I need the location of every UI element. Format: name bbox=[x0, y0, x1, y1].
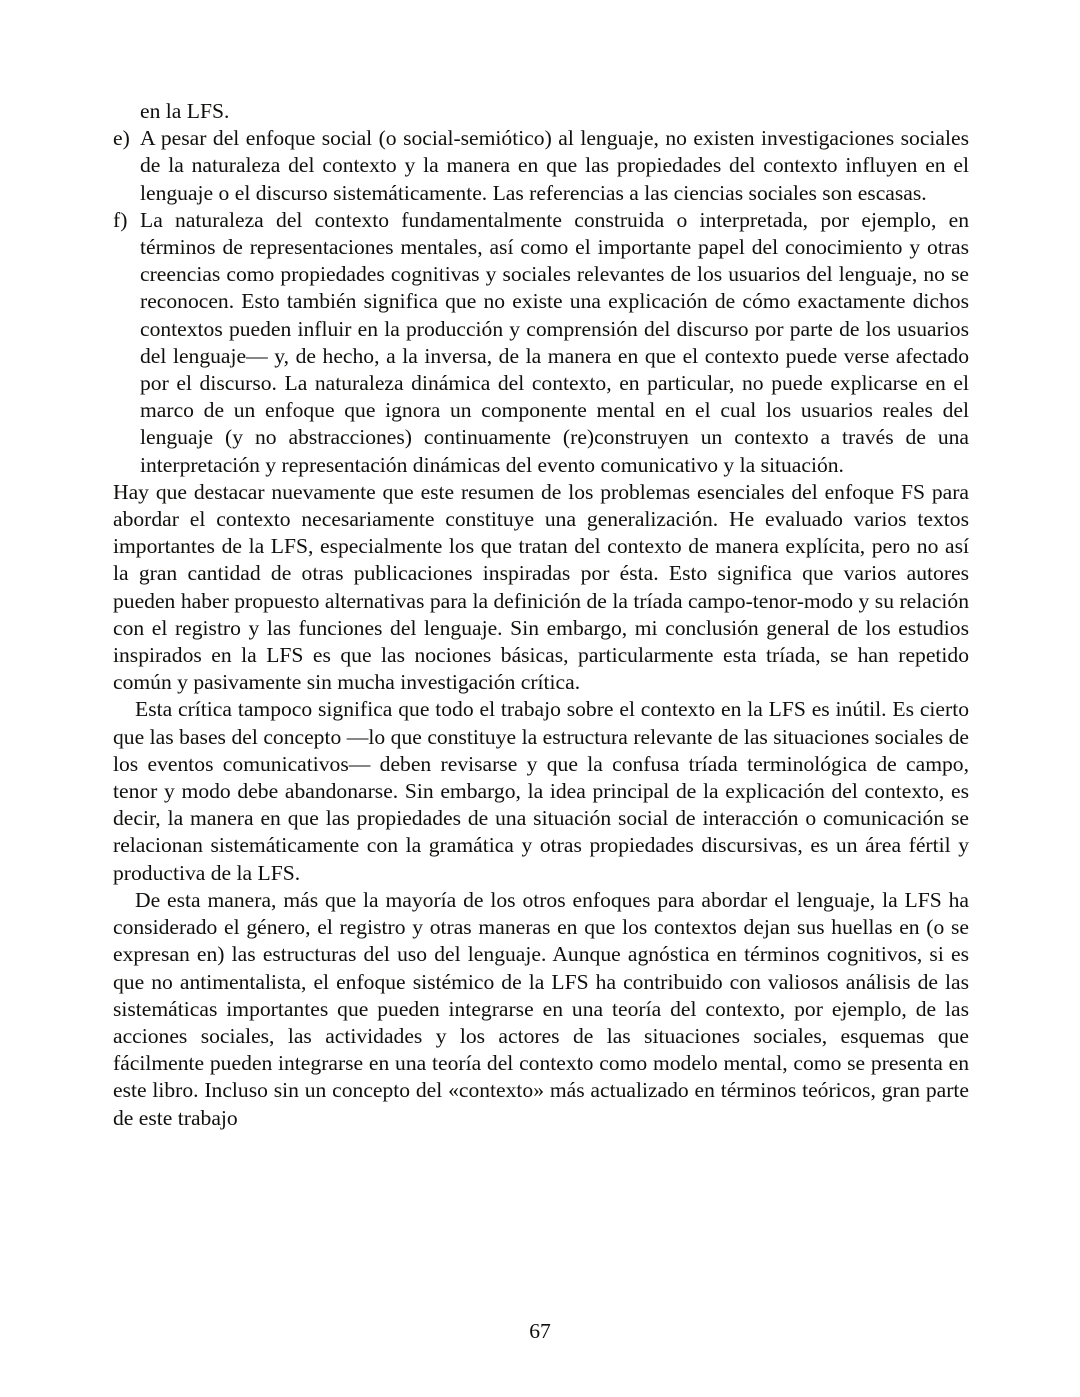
body-paragraph-1: Hay que destacar nuevamente que este resumen de los problemas esenciales del enfoque FS para abordar el contexto necesariamente constituye una generalización. He evaluado varios textos importantes de la LFS, especialmente los que tratan del contexto de manera explícita, pero no así la gran cantidad de otras publicaciones inspiradas por ésta. Esto significa que varios autores pueden haber propuesto alternativas para la definición de la tríada campo-tenor-modo y su relación con el registro y las funciones del lenguaje. Sin embargo, mi conclusión general de los estudios inspirados en la LFS es que las nociones básicas, particularmente esta tríada, se han repetido común y pasivamente sin mucha investigación crítica. bbox=[113, 479, 969, 695]
list-item-marker-f: f) bbox=[113, 207, 128, 232]
list-item-text-e: A pesar del enfoque social (o social-semiótico) al lenguaje, no existen investigaciones sociales de la naturaleza del contexto y la manera en que las propiedades del contexto influyen en el lenguaje o el discurso sistemáticamente. Las referencias a las ciencias sociales son escasas. bbox=[140, 126, 969, 205]
page-number: 67 bbox=[529, 1319, 551, 1343]
list-item-marker-e: e) bbox=[113, 126, 130, 151]
page-content bbox=[113, 98, 969, 1132]
continuation-line: en la LFS. bbox=[140, 99, 230, 123]
list-item bbox=[113, 125, 969, 207]
body-paragraph-2: Esta crítica tampoco significa que todo el trabajo sobre el contexto en la LFS es inútil. Es cierto que las bases del concepto —lo que constituye la estructura relevante de las situaciones sociales de los eventos comunicativos— deben revisarse y que la confusa tríada terminológica de campo, tenor y modo debe abandonarse. Sin embargo, la idea principal de la explicación del contexto, es decir, la manera en que las propiedades de una situación social de interacción o comunicación se relacionan sistemáticamente con la gramática y otras propiedades discursivas, es un área fértil y productiva de la LFS. bbox=[113, 697, 969, 885]
list-item bbox=[113, 207, 969, 479]
body-paragraph-3: De esta manera, más que la mayoría de los otros enfoques para abordar el lenguaje, la LFS ha considerado el género, el registro y otras maneras en que los contextos dejan sus huellas en (o se expresan en) las estructuras del uso del lenguaje. Aunque agnóstica en términos cognitivos, si es que no antimentalista, el enfoque sistémico de la LFS ha contribuido con valiosos análisis de las sistemáticas importantes que pueden integrarse en una teoría del contexto, por ejemplo, de las acciones sociales, las actividades y los actores de las situaciones sociales, esquemas que fácilmente pueden integrarse en una teoría del contexto como modelo mental, como se presenta en este libro. Incluso sin un concepto del «contexto» más actualizado en términos teóricos, gran parte de este trabajo bbox=[113, 887, 969, 1130]
list-item-text-f: La naturaleza del contexto fundamentalmente construida o interpretada, por ejemplo, en términos de representaciones mentales, así como el importante papel del conocimiento y otras creencias como propiedades cognitivas y sociales relevantes de los usuarios del lenguaje, no se reconocen. Esto también significa que no existe una explicación de cómo exactamente dichos contextos pueden influir en la producción y comprensión del discurso por parte de los usuarios del lenguaje— y, de hecho, a la inversa, de la manera en que el contexto puede verse afectado por el discurso. La naturaleza dinámica del contexto, en particular, no puede explicarse en el marco de un enfoque que ignora un componente mental en el cual los usuarios reales del lenguaje (y no abstracciones) continuamente (re)construyen un contexto a través de una interpretación y representación dinámicas del evento comunicativo y la situación. bbox=[140, 207, 969, 477]
lettered-list bbox=[113, 125, 969, 479]
